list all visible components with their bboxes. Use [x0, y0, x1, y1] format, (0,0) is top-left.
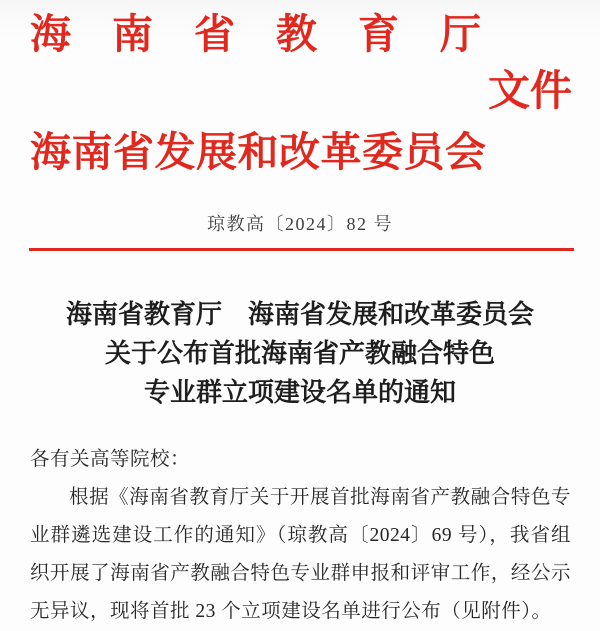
- document-type-label: 文件: [487, 69, 572, 115]
- issuing-agency-development-reform-commission: 海南省发展和改革委员会: [30, 129, 487, 176]
- document-body: [30, 441, 571, 631]
- red-letterhead: [0, 0, 600, 175]
- issuing-agency-education-dept: 海南省教育厅: [30, 11, 522, 57]
- title-line-3: 专业群立项建设名单的通知: [143, 377, 456, 407]
- salutation-line: 各有关高等院校：: [30, 448, 191, 470]
- title-line-1: 海南省教育厅 海南省发展和改革委员会: [65, 299, 534, 329]
- document-title: [0, 295, 600, 412]
- document-reference-number: 琼教高〔2024〕82 号: [207, 214, 393, 235]
- body-paragraph: 根据《海南省教育厅关于开展首批海南省产教融合特色专业群遴选建设工作的通知》（琼教高〔2024〕69 号），我省组织开展了海南省产教融合特色专业群申报和评审工作，经公示无异议，现将首批 23 个立项建设名单进行公布（见附件）。: [30, 486, 571, 622]
- red-divider-line: [29, 248, 574, 251]
- title-line-2: 关于公布首批海南省产教融合特色: [104, 338, 495, 368]
